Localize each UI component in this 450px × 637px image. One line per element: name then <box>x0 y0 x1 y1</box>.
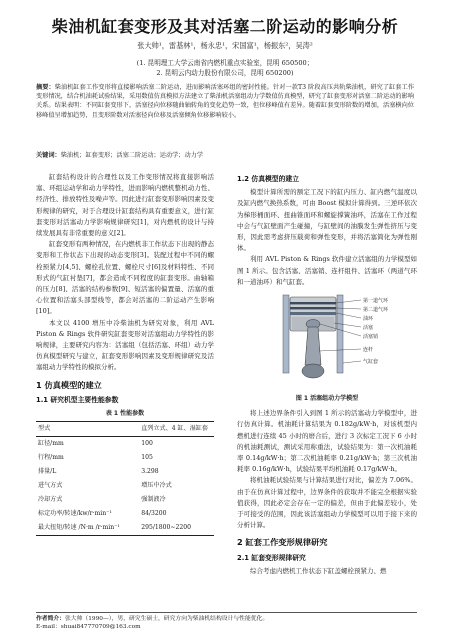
piston-assembly-diagram <box>237 291 417 391</box>
table-cell: 冷却方式 <box>38 496 63 504</box>
label-piston: 活塞 <box>363 325 374 332</box>
table-cell: 最大扭矩/转速 /N·m /r·min⁻¹ <box>38 524 120 532</box>
label-pin: 活塞销 <box>363 334 379 341</box>
liner-wall-right <box>337 295 343 373</box>
keywords <box>36 150 414 159</box>
label-liner: 气缸套 <box>363 359 379 366</box>
table-cell: 增压中冷式 <box>141 482 172 490</box>
body-paragraph: 模型计算所需的额定工况下的缸内压力、缸内燃气温度以及缸内燃气换热系数，可由 Boost 模拟计算得到。三逆环依次为梯形桶面环、扭曲锥面环和螺旋撑簧油环，活塞在工作过程中会与气缸壁面产生碰撞，与缸壁间的油膜发生弹性挤压与变形，因此需考虑挤压载荷和弹性变形，并将活塞简化为弹性刚体。 <box>237 188 417 253</box>
table-row <box>36 437 214 452</box>
second-ring <box>290 307 336 309</box>
affiliation-1: (1. 昆明理工大学云南省内燃机重点实验室，昆明 650500； <box>136 59 314 67</box>
table-cell: 强制液冷 <box>141 496 166 504</box>
abstract <box>36 83 414 120</box>
table-cell: 排量/L <box>38 468 57 476</box>
table-row <box>36 521 214 536</box>
table-cell: 295/1800~2200 <box>141 524 192 532</box>
table-header-cell: 直列立式、4 缸、湿缸套 <box>141 425 208 433</box>
rod-big-end <box>302 364 324 378</box>
table-cell: 84/3200 <box>141 510 167 518</box>
body-paragraph: 利用 AVL Piston & Rings 软件建立活塞组的力学模型如图 1 所示。包含活塞、活塞销、连杆组件、活塞环（两道气环和一道油环）和气缸套。 <box>237 255 417 286</box>
author-footnote <box>36 615 268 631</box>
table-header-cell: 型式 <box>38 425 51 433</box>
section-heading-2: 2 缸套工作变形规律研究 <box>237 537 328 548</box>
body-paragraph: 将上述边界条件引入到图 1 所示的活塞动力学模型中，进行仿真计算。机油耗计算结果为 0.182g/kW·h，对该机型内燃机进行连续 45 小时的磨合后，进行 3 次标定工况下 6 小时的机油耗测试，测试采用称重法，试验结果为：第一次机油耗率 0.14g/kW·h；第二次机油耗率 0.21g/kW·h；第三次机油耗率 0.16g/kW·h，试验结果平均机油耗 0.17g/kW·h。 <box>237 409 417 474</box>
table-header-row <box>36 422 214 437</box>
intro-paragraph: 缸套结构设计的合理性以及工作变形情况将直接影响活塞、环组运动学和动力学特性，进而影响内燃机整机动力性、经济性、排放特性及噪声等。因此进行缸套变形影响因素及变形规律的研究，对于合理设计缸套结构具有重要意义，进行缸套变形对活塞动力学影响规律研究[1]，对内燃机的设计与持续发展具有非常重要的意义[2]。 <box>36 173 214 238</box>
footnote-email: E-mail：shuai847770709@163.com <box>36 624 141 630</box>
affiliation-2: 2. 昆明云内动力股份有限公司，昆明 650200) <box>156 69 294 77</box>
paper-title: 柴油机缸套变形及其对活塞二阶运动的影响分析 <box>51 17 399 36</box>
label-oil-ring: 油环 <box>363 316 374 323</box>
subsection-heading-2-1: 2.1 缸套变形规律研究 <box>237 553 306 562</box>
subsection-heading-1-2: 1.2 仿真模型的建立 <box>237 175 299 183</box>
connecting-rod <box>305 327 321 365</box>
keywords-text: 柴油机；缸套变形；活塞二阶运动；运动学；动力学 <box>60 152 204 159</box>
label-first-ring: 第一道气环 <box>363 298 389 305</box>
table-caption: 表 1 性能参数 <box>105 410 145 418</box>
left-column <box>36 172 214 536</box>
footnote-divider <box>36 612 417 613</box>
figure-caption: 图 1 活塞组动力学模型 <box>295 395 359 403</box>
label-rod: 连杆 <box>363 347 374 354</box>
intro-paragraph: 本文以 4100 增压中冷柴油机为研究对象，利用 AVL Piston & Rings 软件研究缸套变形对活塞组动力学特性的影响规律，主要研究内容为：活塞组（包括活塞、环组）动力学仿真模型研究与建立，缸套变形影响因素及变形规律研究及活塞组动力学特性的模拟分析。 <box>36 318 214 372</box>
table-row <box>36 507 214 521</box>
oil-ring <box>290 312 336 315</box>
table-cell: 进气方式 <box>38 482 63 490</box>
body-paragraph: 综合考虑内燃机工作状态下缸盖螺栓预紧力、燃 <box>250 566 387 575</box>
author-list: 张大帅¹，雷基林¹，杨永忠¹，宋国富¹，杨振东²，吴涛² <box>137 41 313 50</box>
table-row <box>36 465 214 479</box>
table-cell: 105 <box>141 454 153 462</box>
table-cell: 行程/mm <box>38 454 64 462</box>
intro-paragraph: 缸套变形有两种情况，在内燃机非工作状态下出现的静态变形和工作状态下出现的动态变形[3]。装配过程中不同的螺栓预紧力[4,5]、螺栓孔位置、螺栓尺寸[6]及材料特性、不同形式的气缸衬垫[7]，都会造成不同程度的缸套变形。曲轴箱的压力[8]、活塞的结构参数[9]、短活塞的偏置量、活塞的重心位置和活塞头部型线等，都会对活塞的二阶运动产生影响[10]。 <box>36 240 214 316</box>
table-cell: 3.298 <box>141 468 159 476</box>
table-row <box>36 479 214 493</box>
footnote-label: 作者简介： <box>36 616 65 622</box>
section-heading-1: 1 仿真模型的建立 <box>36 379 102 390</box>
subsection-heading-1-1: 1.1 研究机型主要性能参数 <box>36 395 119 404</box>
abstract-label: 摘要： <box>36 84 55 91</box>
table-row <box>36 451 214 465</box>
table-row <box>36 493 214 507</box>
piston-model-figure <box>237 291 417 391</box>
performance-table <box>36 421 214 536</box>
liner-wall-left <box>283 295 289 373</box>
right-column <box>237 172 417 577</box>
footnote-text: 张大帅（1990—），男，研究生硕士，研究方向为柴油机结构设计与性能优化。 <box>65 616 269 622</box>
table-cell: 缸径/mm <box>38 440 64 448</box>
first-ring <box>290 302 336 304</box>
keywords-label: 关键词： <box>36 152 61 159</box>
table-cell: 标定功率/转速/kw/r·min⁻¹ <box>38 510 112 518</box>
body-paragraph: 将机油耗试验结果与计算结果进行对比，偏差为 7.06%。由于在仿真计算过程中，边界条件的获取并不能完全根据实验值获得，因此必定会存在一定的偏差，但由于此偏差较小，处于可接受的范围，因此该活塞组动力学模型可以用于接下来的分析计算。 <box>237 476 417 530</box>
label-second-ring: 第二道气环 <box>363 307 389 314</box>
abstract-text: 柴油机缸套工作变形将直接影响活塞二阶运动，进而影响活塞环组的密封性能。针对一款T3 阶段高压共轨柴油机，研究了缸套工作变形情况，结合机油耗试验结果，采用数值仿真模拟方法建立了柴油机活塞组动力学数值仿真模型，研究了缸套变形对活塞二阶运动的影响关系。结果表明：不同缸套变形下，活塞径向位移随曲轴转角的变化趋势一致，但位移峰值有差异。随着缸套变形阶数的增加，活塞横向位移峰值呈增加趋势，且变形阶数对活塞径向位移及活塞倾角位移影响较小。 <box>36 84 415 119</box>
table-cell: 100 <box>141 440 153 448</box>
